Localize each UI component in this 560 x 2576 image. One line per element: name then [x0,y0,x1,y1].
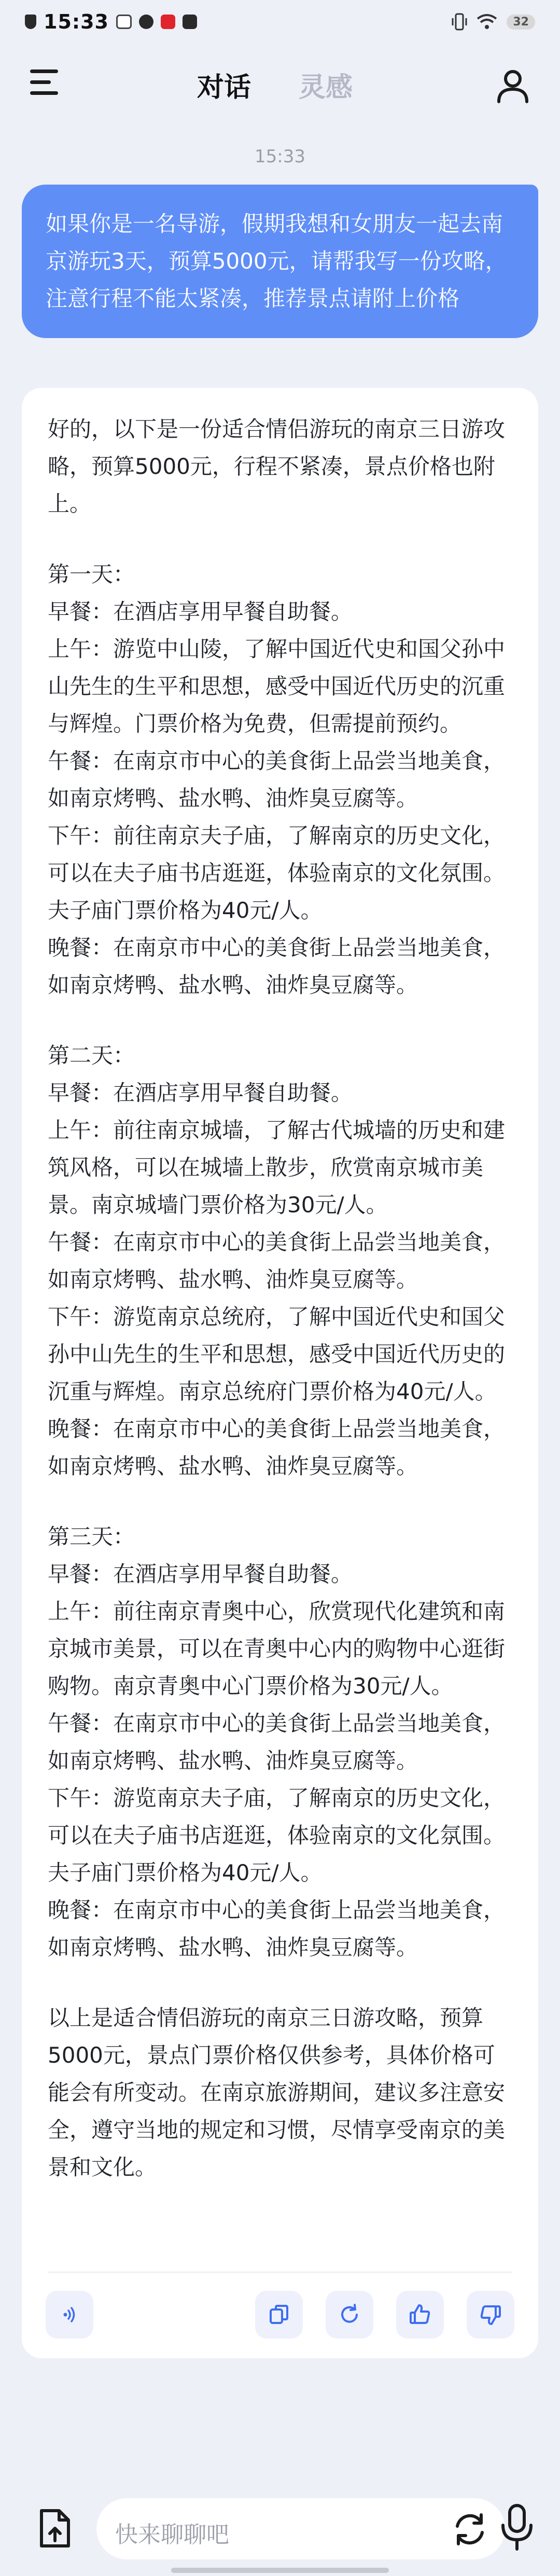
day-item: 早餐：在酒店享用早餐自助餐。 [48,599,353,624]
play-icon [183,15,197,29]
home-indicator[interactable] [171,2568,389,2573]
check-icon [139,15,153,29]
app-header [0,52,560,119]
answer-actions-right [255,2291,514,2339]
day-item: 午餐：在南京市中心的美食街上品尝当地美食，如南京烤鸭、盐水鸭、油炸臭豆腐等。 [48,1711,506,1773]
answer-actions [46,2291,514,2339]
microphone-icon[interactable] [500,2502,534,2552]
day-item: 晚餐：在南京市中心的美食街上品尝当地美食，如南京烤鸭、盐水鸭、油炸臭豆腐等。 [48,1897,506,1960]
day-item: 早餐：在酒店享用早餐自助餐。 [48,1561,353,1587]
like-button[interactable] [396,2291,444,2339]
attach-file-icon[interactable] [37,2507,75,2550]
day-item: 晚餐：在南京市中心的美食街上品尝当地美食，如南京烤鸭、盐水鸭、油炸臭豆腐等。 [48,935,506,998]
refresh-icon[interactable] [450,2510,489,2549]
speaker-icon [58,2303,81,2326]
answer-card [22,388,538,2358]
day-item: 午餐：在南京市中心的美食街上品尝当地美食，如南京烤鸭、盐水鸭、油炸臭豆腐等。 [48,1229,506,1292]
copy-button[interactable] [255,2291,303,2339]
status-time: 15:33 [44,10,109,33]
chat-input-placeholder: 快来聊聊吧 [115,2522,229,2548]
menu-icon[interactable] [30,69,61,101]
image-icon [116,15,132,29]
thumbs-up-icon [408,2302,432,2327]
battery-icon: 32 [507,15,535,30]
regenerate-icon [337,2302,362,2327]
read-aloud-button[interactable] [46,2291,93,2339]
day-item: 上午：前往南京青奥中心，欣赏现代化建筑和南京城市美景，可以在青奥中心内的购物中心逛街购物。南京青奥中心门票价格为30元/人。 [48,1599,506,1699]
shield-icon [25,15,36,29]
status-bar [0,0,560,44]
day-title: 第二天： [48,1043,135,1068]
chat-input[interactable] [96,2498,505,2559]
day-item: 早餐：在酒店享用早餐自助餐。 [48,1080,353,1105]
vibrate-icon [452,13,467,31]
tab-inspiration[interactable]: 灵感 [299,72,353,103]
day-title: 第三天： [48,1524,135,1549]
dislike-button[interactable] [467,2291,514,2339]
red-app-icon [161,15,175,29]
day-item: 下午：游览南京总统府，了解中国近代史和国父孙中山先生的生平和思想，感受中国近代历史的沉重与辉煌。南京总统府门票价格为40元/人。 [48,1304,506,1404]
day-item: 下午：游览南京夫子庙，了解南京的历史文化，可以在夫子庙书店逛逛，体验南京的文化氛围。夫子庙门票价格为40元/人。 [48,1785,506,1885]
day-item: 下午：前往南京夫子庙，了解南京的历史文化，可以在夫子庙书店逛逛，体验南京的文化氛围。夫子庙门票价格为40元/人。 [48,823,506,923]
thumbs-down-icon [478,2302,503,2327]
tab-chat[interactable]: 对话 [197,72,251,103]
message-timestamp: 15:33 [255,146,305,167]
wifi-icon [477,13,497,30]
input-bar [0,2484,560,2576]
answer-intro: 好的，以下是一份适合情侣游玩的南京三日游攻略，预算5000元，行程不紧凑，景点价格也附上。 [48,416,506,516]
profile-icon[interactable] [495,67,531,104]
actions-divider [48,2272,512,2273]
copy-icon [267,2302,291,2327]
answer-outro: 以上是适合情侣游玩的南京三日游攻略，预算5000元，景点门票价格仅供参考，具体价格可能会有所变动。在南京旅游期间，建议多注意安全，遵守当地的规定和习惯，尽情享受南京的美景和文化。 [48,2005,506,2180]
day-item: 上午：前往南京城墙，了解古代城墙的历史和建筑风格，可以在城墙上散步，欣赏南京城市美景。南京城墙门票价格为30元/人。 [48,1117,506,1217]
status-right [452,13,535,31]
day-title: 第一天： [48,562,135,587]
day-item: 午餐：在南京市中心的美食街上品尝当地美食，如南京烤鸭、盐水鸭、油炸臭豆腐等。 [48,748,506,811]
day-item: 上午：游览中山陵，了解中国近代史和国父孙中山先生的生平和思想，感受中国近代历史的沉重与辉煌。门票价格为免费，但需提前预约。 [48,636,506,736]
tab-bar [197,65,353,104]
day-item: 晚餐：在南京市中心的美食街上品尝当地美食，如南京烤鸭、盐水鸭、油炸臭豆腐等。 [48,1416,506,1479]
user-message-bubble[interactable] [22,185,538,338]
regenerate-button[interactable] [326,2291,373,2339]
user-message-text: 如果你是一名导游，假期我想和女朋友一起去南京游玩3天，预算5000元，请帮我写一份攻略，注意行程不能太紧凑，推荐景点请附上价格 [46,211,507,311]
status-left [25,10,197,33]
